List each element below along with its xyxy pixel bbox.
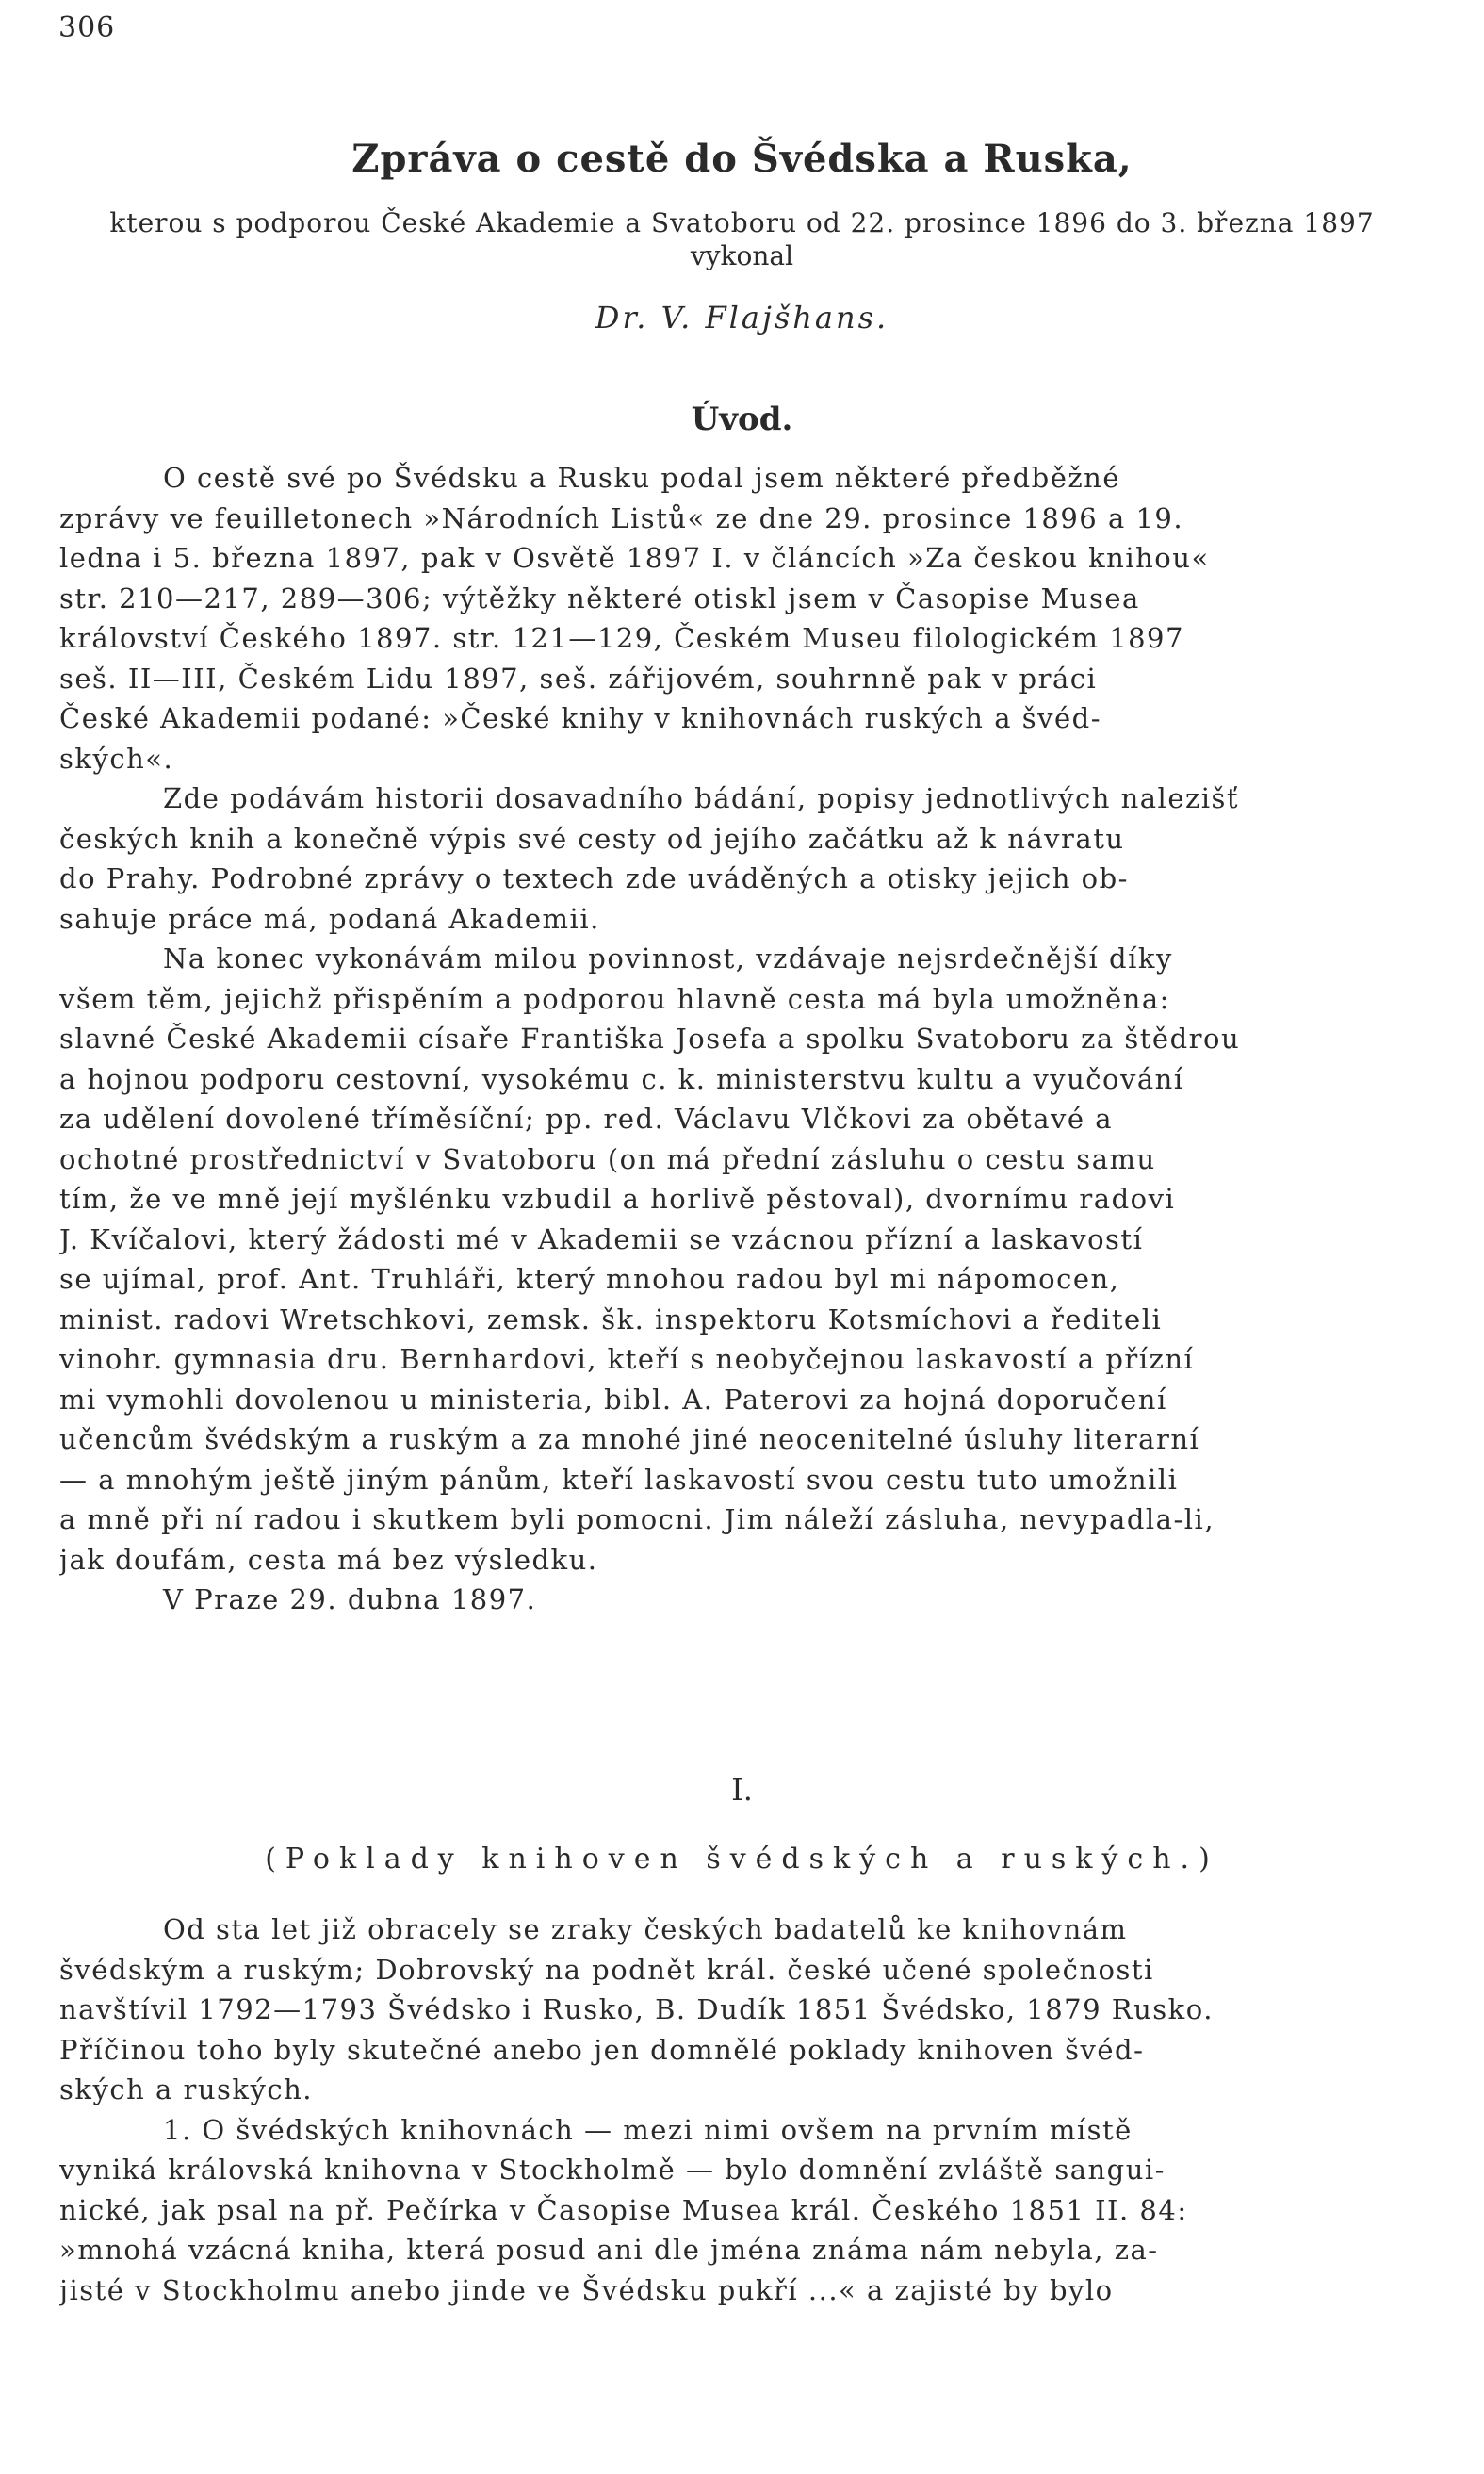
text-line: českých knih a konečně výpis své cesty od jejího začátku až k návratu xyxy=(59,822,1125,855)
text-line: navštívil 1792—1793 Švédsko i Rusko, B. Dudík 1851 Švédsko, 1879 Rusko. xyxy=(59,1993,1214,2025)
text-line: 1. O švédských knihovnách — mezi nimi ovšem na prvním místě xyxy=(163,2113,1133,2146)
text-line: České Akademii podané: »České knihy v knihovnách ruských a švéd- xyxy=(59,702,1101,734)
text-line: sahuje práce má, podaná Akademii. xyxy=(59,902,600,935)
text-line: jak doufám, cesta má bez výsledku. xyxy=(59,1543,598,1576)
text-line: minist. radovi Wretschkovi, zemsk. šk. inspektoru Kotsmíchovi a řediteli xyxy=(59,1303,1163,1335)
text-line: za udělení dovolené tříměsíční; pp. red. Václavu Vlčkovi za obětavé a xyxy=(59,1103,1114,1135)
text-line: ledna i 5. března 1897, pak v Osvětě 1897 I. v článcích »Za českou knihou« xyxy=(59,542,1210,574)
intro-text xyxy=(59,458,1426,1620)
intro-heading: Úvod. xyxy=(691,401,793,438)
text-line: str. 210—217, 289—306; výtěžky některé otiskl jsem v Časopise Musea xyxy=(59,582,1140,614)
document-author: Dr. V. Flajšhans. xyxy=(595,300,889,336)
text-line: království Českého 1897. str. 121—129, Českém Museu filologickém 1897 xyxy=(59,622,1184,654)
document-title: Zpráva o cestě do Švédska a Ruska, xyxy=(351,137,1133,181)
text-line: »mnohá vzácná kniha, která posud ani dle jména známa nám nebyla, za- xyxy=(59,2234,1159,2266)
text-line: vinohr. gymnasia dru. Bernhardovi, kteří s neobyčejnou laskavostí a přízní xyxy=(59,1343,1195,1375)
text-line: zprávy ve feuilletonech »Národních Listů« ze dne 29. prosince 1896 a 19. xyxy=(59,501,1184,534)
text-line: mi vymohli dovolenou u ministeria, bibl. A. Paterovi za hojná doporučení xyxy=(59,1383,1167,1416)
section-title: (Poklady knihoven švédských a ruských.) xyxy=(265,1843,1219,1876)
text-line: do Prahy. Podrobné zprávy o textech zde uváděných a otisky jejich ob- xyxy=(59,862,1129,894)
text-line: učencům švédským a ruským a za mnohé jiné neocenitelné úsluhy literarní xyxy=(59,1423,1200,1455)
text-line: O cestě své po Švédsku a Rusku podal jsem některé předběžné xyxy=(163,462,1120,494)
text-line: J. Kvíčalovi, který žádosti mé v Akademii se vzácnou přízní a laskavostí xyxy=(59,1222,1144,1255)
document-subtitle-line1: kterou s podporou České Akademie a Svatoboru od 22. prosince 1896 do 3. března 1897 xyxy=(109,207,1375,238)
text-line: — a mnohým ještě jiným pánům, kteří laskavostí svou cestu tuto umožnili xyxy=(59,1463,1179,1496)
section-text xyxy=(59,1909,1426,2310)
text-line: ských a ruských. xyxy=(59,2073,313,2105)
text-line: a mně při ní radou i skutkem byli pomocni. Jim náleží zásluha, nevypadla-li, xyxy=(59,1503,1215,1535)
text-line: ských«. xyxy=(59,742,174,775)
text-line: V Praze 29. dubna 1897. xyxy=(163,1583,537,1615)
page-number: 306 xyxy=(58,11,116,44)
text-line: Od sta let již obracely se zraky českých badatelů ke knihovnám xyxy=(163,1913,1128,1945)
text-line: Na konec vykonávám milou povinnost, vzdávaje nejsrdečnější díky xyxy=(163,942,1173,975)
text-line: nické, jak psal na př. Pečírka v Časopise Musea král. Českého 1851 II. 84: xyxy=(59,2193,1188,2226)
text-line: tím, že ve mně její myšlénku vzbudil a horlivě pěstoval), dvornímu radovi xyxy=(59,1183,1176,1215)
text-line: ochotné prostřednictví v Svatoboru (on má přední zásluhu o cestu samu xyxy=(59,1142,1156,1175)
text-line: švédským a ruským; Dobrovský na podnět král. české učené společnosti xyxy=(59,1953,1154,1986)
text-line: a hojnou podporu cestovní, vysokému c. k. ministerstvu kultu a vyučování xyxy=(59,1062,1184,1095)
text-line: Zde podávám historii dosavadního bádání, popisy jednotlivých nalezišť xyxy=(163,782,1240,814)
text-line: vyniká královská knihovna v Stockholmě — bylo domnění zvláště sangui- xyxy=(59,2154,1166,2186)
section-number: I. xyxy=(731,1772,753,1808)
text-line: se ujímal, prof. Ant. Truhláři, který mnohou radou byl mi nápomocen, xyxy=(59,1263,1120,1295)
text-line: všem těm, jejichž přispěním a podporou hlavně cesta má byla umožněna: xyxy=(59,982,1170,1015)
document-subtitle-line2: vykonal xyxy=(690,240,794,271)
text-line: jisté v Stockholmu anebo jinde ve Švédsku pukří ...« a zajisté by bylo xyxy=(59,2273,1114,2306)
text-line: slavné České Akademii císaře Františka Josefa a spolku Svatoboru za štědrou xyxy=(59,1023,1241,1055)
text-line: seš. II—III, Českém Lidu 1897, seš. zářijovém, souhrnně pak v práci xyxy=(59,662,1098,695)
text-line: Příčinou toho byly skutečné anebo jen domnělé poklady knihoven švéd- xyxy=(59,2033,1145,2066)
